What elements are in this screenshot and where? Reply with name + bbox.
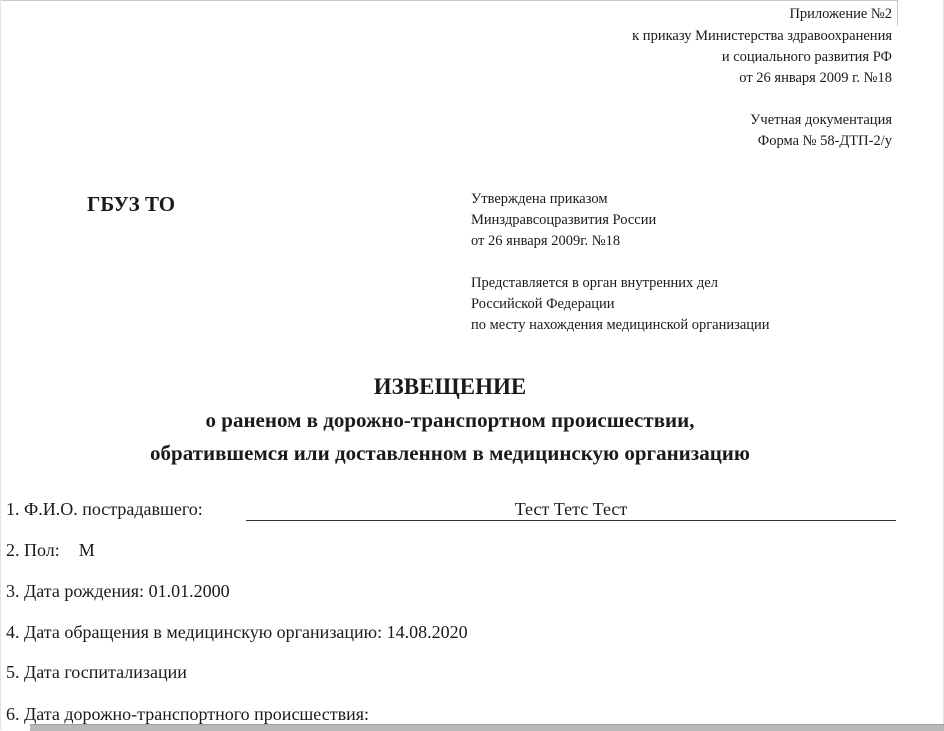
order-line-1: к приказу Министерства здравоохранения [632,28,892,44]
sex-value: М [78,540,95,560]
order-line-2: и социального развития РФ [721,49,892,65]
page-left-border [0,0,1,730]
appendix-number: Приложение №2 [789,6,892,22]
birth-date-row [6,581,230,602]
visit-date-label: 4. Дата обращения в медицинскую организацию: [6,622,383,642]
sex-label: 2. Пол: [6,540,60,560]
sex-row [6,540,95,561]
hospitalization-date-label: 5. Дата госпитализации [6,662,187,682]
approved-line-1: Утверждена приказом [471,191,608,207]
organization-name: ГБУЗ ТО [87,192,176,216]
document-title: ИЗВЕЩЕНИЕ [373,374,527,399]
visit-date-value: 14.08.2020 [386,622,468,642]
submitted-line-3: по месту нахождения медицинской организации [471,317,770,333]
approved-line-3: от 26 января 2009г. №18 [471,233,621,249]
approved-line-2: Минздравсоцразвития России [471,212,657,228]
birth-date-value: 01.01.2000 [148,581,230,601]
record-type: Учетная документация [750,112,892,128]
fio-underline [246,520,896,521]
submitted-line-2: Российской Федерации [471,296,615,312]
header-frame [0,0,898,26]
submitted-line-1: Представляется в орган внутренних дел [471,275,718,291]
document-subtitle-2: обратившемся или доставленном в медицинскую организацию [150,441,750,465]
order-line-3: от 26 января 2009 г. №18 [739,70,892,86]
fio-value: Тест Тетс Тест [514,499,628,519]
visit-date-row [6,622,468,643]
document-subtitle-1: о раненом в дорожно-транспортном происшествии, [205,408,695,432]
fio-label: 1. Ф.И.О. пострадавшего: [6,499,203,519]
form-number: Форма № 58-ДТП-2/у [757,133,892,149]
accident-date-label: 6. Дата дорожно-транспортного происшествия: [6,704,369,724]
birth-date-label: 3. Дата рождения: [6,581,145,601]
